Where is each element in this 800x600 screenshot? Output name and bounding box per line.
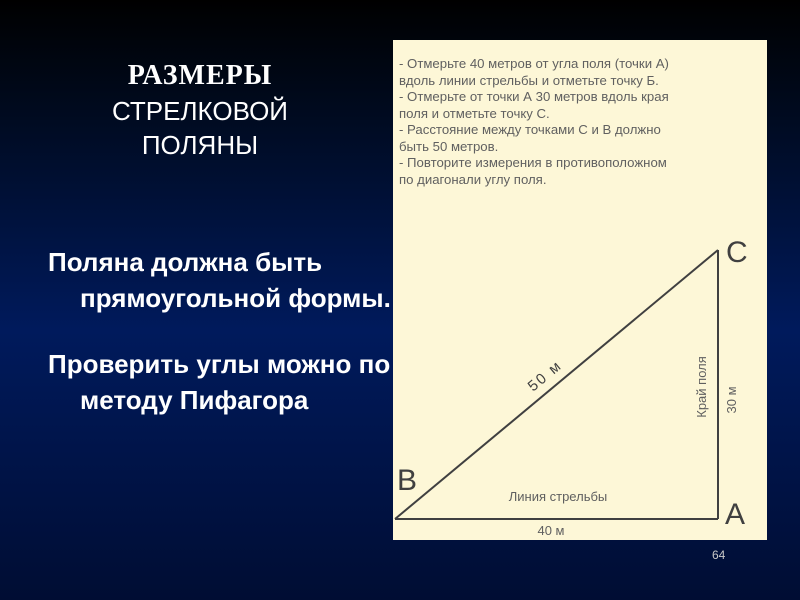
instruction-line: - Расстояние между точками С и В должно: [399, 122, 661, 137]
point-label-a: A: [725, 498, 746, 531]
page-number: 64: [712, 548, 726, 562]
slide-title: [60, 58, 340, 162]
body-text: [48, 244, 393, 448]
instruction-line: быть 50 метров.: [399, 138, 499, 154]
shooting-line-label: Линия стрельбы: [508, 489, 608, 504]
figure-panel: [393, 40, 767, 540]
paragraph-rectangular: Поляна должна быть прямоугольной формы.: [48, 247, 391, 313]
hypotenuse-label: 50 м: [524, 356, 566, 396]
point-label-b: B: [397, 464, 418, 497]
point-label-c: C: [726, 236, 748, 269]
subtitle-line-1: СТРЕЛКОВОЙ: [111, 96, 288, 126]
instruction-line: - Отмерьте 40 метров от угла поля (точки А): [399, 56, 669, 71]
title-main: РАЗМЕРЫ: [127, 60, 273, 91]
instruction-line: - Повторите измерения в противоположном: [399, 155, 667, 170]
instruction-line: - Отмерьте от точки А 30 метров вдоль края: [399, 89, 669, 104]
vertical-length-label: 30 м: [724, 386, 739, 414]
instruction-line: поля и отметьте точку С.: [399, 105, 550, 121]
instruction-line: по диагонали углу поля.: [399, 171, 547, 187]
subtitle-line-2: ПОЛЯНЫ: [141, 130, 259, 160]
horizontal-length-label: 40 м: [537, 523, 565, 538]
instruction-line: вдоль линии стрельбы и отметьте точку Б.: [399, 72, 659, 88]
paragraph-pythagoras: Проверить углы можно по методу Пифагора: [48, 349, 391, 415]
triangle-diagram: [393, 40, 767, 540]
field-edge-label: Край поля: [694, 356, 709, 418]
hypotenuse-line: [395, 250, 718, 519]
